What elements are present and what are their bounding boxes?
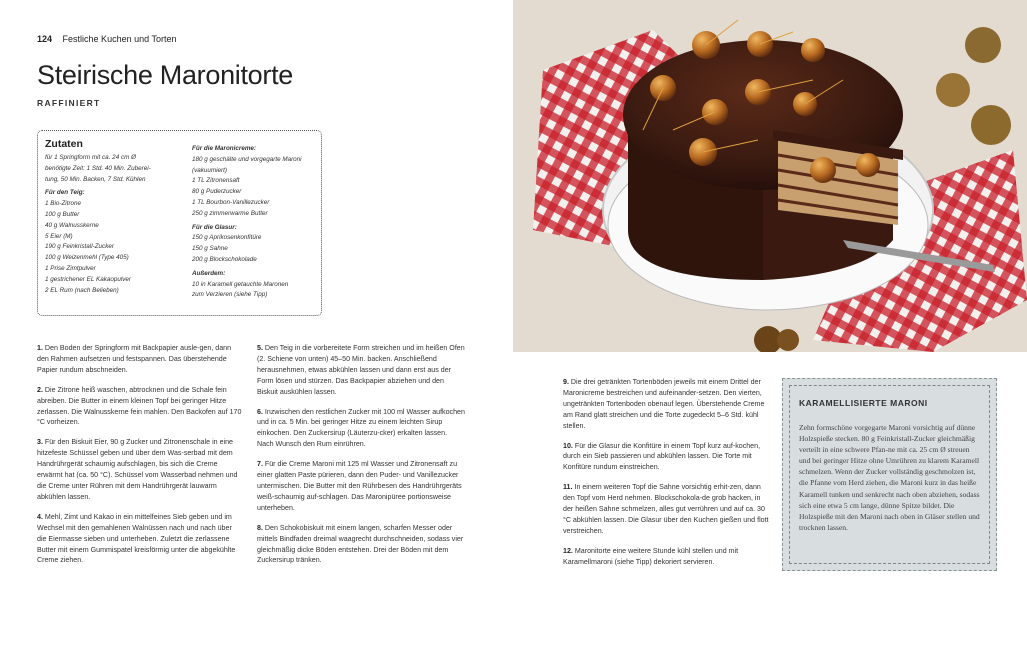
ingredient-item: 1 gestrichener EL Kakaopulver (45, 275, 131, 283)
step-number: 7. (257, 460, 263, 469)
intro-line: tung, 50 Min. Backen, 7 Std. Kühlen (45, 175, 146, 183)
ingredient-item: 1 TL Bourbon-Vanillezucker (192, 198, 270, 206)
step-number: 9. (563, 378, 569, 386)
step (37, 437, 243, 502)
ingredient-item: 40 g Walnusskerne (45, 221, 99, 229)
ingredient-item: 150 g Sahne (192, 245, 228, 253)
step-text: Für den Biskuit Eier, 90 g Zucker und Zitronenschale in eine hitzefeste Schüssel geben und über dem Was-serbad mit dem Handrührgerät schaumig aufschlagen, bis sich die Creme erwärmt hat (ca. 50 °C). Schüssel vom Wasserbad nehmen und die Creme unter Rühren mit dem Handrührgerät lauwarm abkühlen lassen. (37, 438, 238, 501)
ingredient-item: zum Verzieren (siehe Tipp) (192, 291, 268, 299)
step-text: Für die Glasur die Konfitüre in einem Topf kurz auf-kochen, durch ein Sieb passieren und abkühlen lassen. Die Torte mit Konfitüre rundum einstreichen. (563, 441, 761, 472)
ingredients-box (37, 130, 322, 316)
step-text: Inzwischen den restlichen Zucker mit 100 ml Wasser aufkochen und in ca. 5 Min. bei geringer Hitze zu einem leichten Sirup einkochen. Den Zuckersirup (Läuterzu-cker) erkalten lassen. Nach Wunsch den Rum einrühren. (257, 407, 465, 449)
section-title: Festliche Kuchen und Torten (62, 34, 177, 44)
intro-line: für 1 Springform mit ca. 24 cm Ø (45, 154, 136, 161)
cake-illustration (513, 0, 1027, 352)
step (563, 482, 770, 537)
step-text: Für die Creme Maroni mit 125 ml Wasser und Zitronensaft zu einer glatten Paste pürieren, dann den Puder- und Vanillezucker untermischen. Die Butter mit den Rührbesen des Handrührgeräts weiß-schaumig auf-schlagen. Das Maronipüree portionsweise unterheben. (257, 460, 462, 512)
ingredient-item: (vakuumiert) (192, 166, 227, 174)
step (563, 546, 770, 568)
step-number: 8. (257, 523, 263, 532)
step (257, 343, 465, 398)
step (37, 343, 243, 376)
step-number: 3. (37, 438, 43, 447)
ingredient-item: 5 Eier (M) (45, 232, 73, 240)
ingredient-item: 10 in Karamell getauchte Maronen (192, 280, 289, 288)
ingredient-item: 250 g zimmerwarme Butter (192, 209, 268, 217)
ingredients-column-left (45, 138, 185, 296)
step-text: Mehl, Zimt und Kakao in ein mittelfeines Sieb geben und im Wechsel mit den gemahlenen Walnüssen nach und nach über die Eiermasse sieben und unterheben. Zuletzt die zerlassene Butter mit einem Gummispatel kreisförmig unter die abgekühlte Creme ziehen. (37, 512, 236, 565)
tip-text: Zehn formschöne vorgegarte Maroni vorsichtig auf dünne Holzspieße stecken. 80 g Feinkristall-Zucker gleichmäßig verteilt in eine schwere Pfan-ne mit ca. 25 cm Ø streuen und bei geringer Hitze ohne Umrühren zu klarem Karamell schmelzen. Wenn der Zucker vollständig geschmolzen ist, die Pfanne vom Herd ziehen, die Maroni kurz in das heiße Karamell tunken und senkrecht nach oben abziehen, sodass sich eine etwa 5 cm lange, dünne Spitze bildet. Die Holzspieße mit den Maroni nach oben in Gläser stellen und trocknen lassen. (799, 423, 980, 532)
step-text: Die drei getränkten Tortenböden jeweils mit einem Drittel der Maronicreme bestreichen und aufeinander-setzen. Den vierten, ungetränkten Tortenboden obenauf legen. Überstehende Creme am Rand glatt streichen und die Torte zugedeckt 5–6 Std. kühl stellen. (563, 378, 765, 430)
steps-column-3 (563, 377, 770, 577)
ingredient-item: 2 EL Rum (nach Belieben) (45, 286, 119, 294)
step-text: In einem weiteren Topf die Sahne vorsichtig erhit-zen, dann den Topf vom Herd nehmen. Blockschokola-de grob hacken, in der heißen Sahne schmelzen, alles gut verrühren und auf ca. 30 °C abkühlen lassen. Die Glasur über den Kuchen gießen und flott verstreichen. (563, 483, 769, 535)
step (37, 512, 243, 567)
step-number: 5. (257, 344, 263, 352)
dough-heading: Für den Teig: (45, 189, 85, 197)
ingredient-item: 100 g Butter (45, 210, 80, 218)
step (257, 459, 465, 514)
step-number: 6. (257, 407, 263, 416)
step-text: Maronitorte eine weitere Stunde kühl stellen und mit Karamellmaroni (siehe Tipp) dekoriert servieren. (563, 546, 739, 566)
ingredient-item: 1 Prise Zimtpulver (45, 264, 96, 272)
cake-photo (513, 0, 1027, 352)
tip-box (782, 378, 997, 571)
step (37, 385, 243, 429)
ingredient-item: 180 g geschälte und vorgegarte Maroni (192, 155, 302, 163)
steps-column-1 (37, 343, 243, 575)
step-number: 4. (37, 512, 43, 521)
page-header (37, 34, 176, 44)
step-number: 1. (37, 344, 43, 352)
step-text: Die Zitrone heiß waschen, abtrocknen und die Schale fein abreiben. Die Butter in einem kleinen Topf bei geringer Hitze zerlassen. Die Walnusskerne fein mahlen. Den Backofen auf 170 °C vorheizen. (37, 385, 242, 427)
cream-heading: Für die Maronicreme: (192, 145, 257, 152)
step-number: 10. (563, 441, 573, 450)
ingredient-item: 100 g Weizenmehl (Type 405) (45, 254, 129, 262)
tip-title: KARAMELLISIERTE MARONI (799, 398, 928, 408)
step (563, 441, 770, 474)
intro-line: benötigte Zeit: 1 Std. 40 Min. Zuberei- (45, 164, 151, 172)
step (563, 377, 770, 432)
step-number: 12. (563, 546, 573, 555)
glaze-heading: Für die Glasur: (192, 223, 237, 231)
steps-column-2 (257, 343, 465, 575)
ingredient-item: 1 TL Zitronensaft (192, 177, 240, 185)
step (257, 407, 465, 451)
step-number: 11. (563, 483, 573, 492)
ingredients-column-right (192, 141, 320, 301)
ingredient-item: 1 Bio-Zitrone (45, 200, 82, 208)
step-text: Den Teig in die vorbereitete Form streichen und im heißen Ofen (2. Schiene von unten) 45–50 Min. backen. Anschließend herausnehmen, etwas abkühlen lassen und dann erst aus der Form lösen und stürzen. Das Backpapier abziehen und den Biskuit auskühlen lassen. (257, 344, 465, 396)
step (257, 523, 465, 567)
recipe-title: Steirische Maronitorte (37, 60, 294, 90)
step-text: Den Schokobiskuit mit einem langen, scharfen Messer oder mittels Bindfaden dreimal waagrecht durchschneiden, sodass vier gleichmäßig dicke Böden entstehen. Drei der Böden mit dem Zuckersirup tränken. (257, 523, 464, 565)
ingredient-item: 150 g Aprikosenkonfitüre (192, 234, 262, 242)
tip-inner (789, 385, 990, 564)
recipe-subtitle: RAFFINIERT (37, 98, 101, 108)
ingredient-item: 80 g Puderzucker (192, 188, 242, 196)
extra-heading: Außerdem: (192, 269, 226, 277)
ingredients-heading: Zutaten (45, 138, 83, 150)
page-number: 124 (37, 34, 53, 44)
ingredient-item: 190 g Feinkristall-Zucker (45, 243, 114, 251)
ingredient-item: 200 g Blockschokolade (192, 255, 257, 263)
step-text: Den Boden der Springform mit Backpapier ausle-gen, dann den Rahmen aufsetzen und festspannen. Das überstehende Papier rundum abschneiden. (37, 344, 232, 374)
step-number: 2. (37, 385, 43, 394)
